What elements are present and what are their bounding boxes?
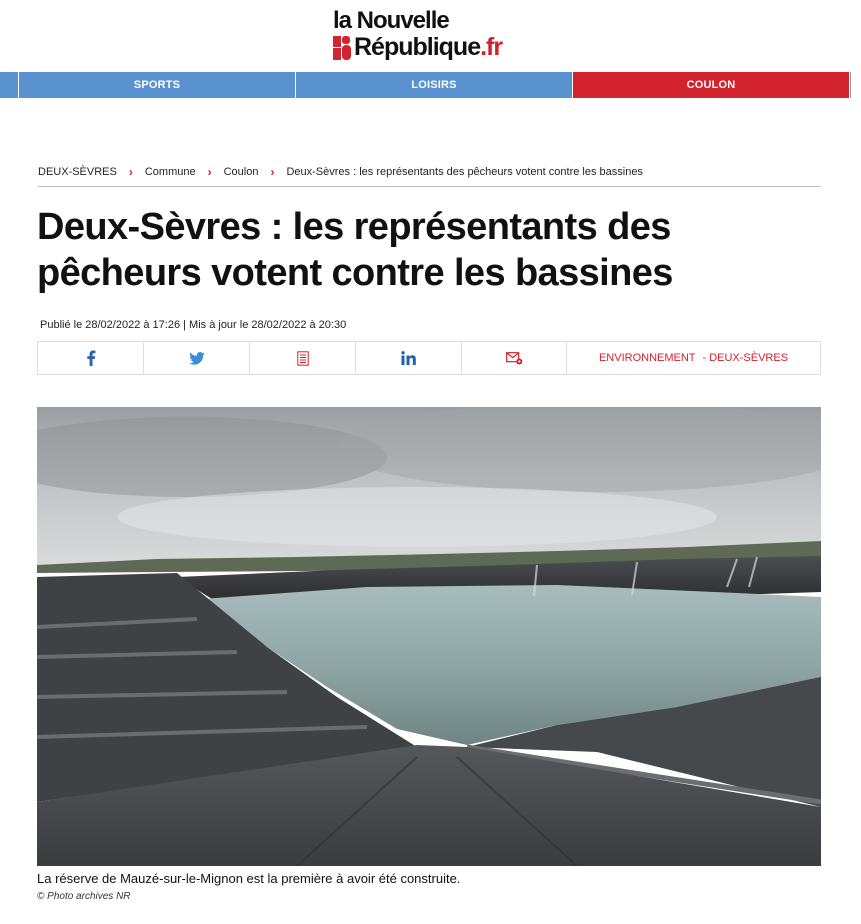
photo-caption: La réserve de Mauzé-sur-le-Mignon est la première à avoir été construite. bbox=[37, 871, 461, 886]
main-nav bbox=[0, 72, 861, 98]
nav-item-sports[interactable]: SPORTS bbox=[19, 72, 295, 98]
email-icon bbox=[506, 352, 523, 365]
logo-tld: .fr bbox=[480, 33, 503, 61]
logo-mark-icon bbox=[333, 36, 351, 60]
chevron-right-icon: › bbox=[128, 165, 133, 179]
tag-environnement[interactable]: ENVIRONNEMENT bbox=[598, 352, 696, 364]
facebook-icon bbox=[86, 350, 96, 366]
share-email-button[interactable] bbox=[462, 342, 567, 374]
nav-divider bbox=[850, 72, 851, 98]
breadcrumb-current: Deux-Sèvres : les représentants des pêcheurs votent contre les bassines bbox=[286, 166, 643, 178]
nav-item-partial[interactable] bbox=[0, 72, 18, 98]
share-facebook-button[interactable] bbox=[38, 342, 144, 374]
linkedin-icon bbox=[401, 351, 416, 365]
nav-item-loisirs[interactable]: LOISIRS bbox=[296, 72, 572, 98]
twitter-icon bbox=[189, 352, 205, 365]
share-twitter-button[interactable] bbox=[144, 342, 250, 374]
photo-credit: © Photo archives NR bbox=[37, 891, 131, 902]
article-title: Deux-Sèvres : les représentants des pêcheurs votent contre les bassines bbox=[37, 206, 673, 294]
site-logo[interactable] bbox=[333, 9, 533, 63]
breadcrumb-commune[interactable]: Commune bbox=[144, 166, 196, 178]
breadcrumb bbox=[38, 166, 821, 187]
share-linkedin-button[interactable] bbox=[356, 342, 462, 374]
share-article-button[interactable] bbox=[250, 342, 356, 374]
breadcrumb-deux-sevres[interactable]: DEUX-SÈVRES bbox=[38, 166, 117, 178]
chevron-right-icon: › bbox=[270, 165, 275, 179]
tag-separator: - bbox=[702, 352, 707, 364]
nav-item-coulon[interactable]: COULON bbox=[573, 72, 849, 98]
share-bar bbox=[37, 341, 821, 375]
logo-line1: la Nouvelle bbox=[333, 7, 449, 34]
chevron-right-icon: › bbox=[207, 165, 212, 179]
tag-list bbox=[567, 342, 820, 374]
article-meta: Publié le 28/02/2022 à 17:26 | Mis à jour le 28/02/2022 à 20:30 bbox=[40, 319, 347, 331]
tag-deux-sevres[interactable]: DEUX-SÈVRES bbox=[709, 352, 789, 364]
breadcrumb-coulon[interactable]: Coulon bbox=[223, 166, 259, 178]
logo-line2: République bbox=[354, 33, 481, 61]
article-photo[interactable] bbox=[37, 407, 821, 866]
article-icon bbox=[297, 351, 309, 366]
